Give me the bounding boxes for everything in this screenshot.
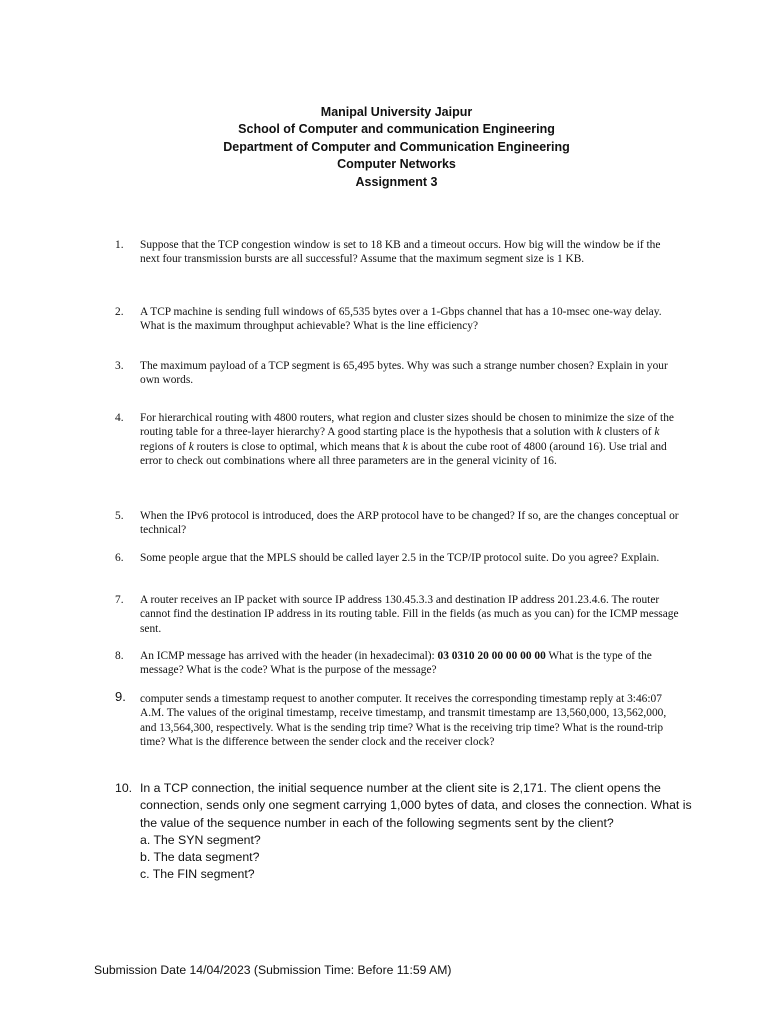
question-9 <box>115 689 680 750</box>
document-header <box>0 104 768 191</box>
question-number: 10. <box>115 781 133 795</box>
question-text: Some people argue that the MPLS should be called layer 2.5 in the TCP/IP protocol suite. Do you agree? Explain. <box>140 552 660 564</box>
question-text: For hierarchical routing with 4800 routers, what region and cluster sizes should be chosen to minimize the size of the routing table for a three-layer hierarchy? A good starting place is the hypothesis that a solution with k clusters of k regions of k routers is close to optimal, which means that k is about the cube root of 4800 (around 16). Use trial and error to check out combinations where all three parameters are in the general vicinity of 16. <box>140 412 674 468</box>
question-number: 9. <box>115 689 126 704</box>
question-text: The maximum payload of a TCP segment is 65,495 bytes. Why was such a strange number chosen? Explain in your own words. <box>140 360 668 387</box>
question-text: An ICMP message has arrived with the header (in hexadecimal): 03 0310 20 00 00 00 00 What is the type of the message? What is the code? What is the purpose of the message? <box>140 650 652 677</box>
assignment-title: Assignment 3 <box>355 174 438 189</box>
question-5 <box>115 509 680 538</box>
course-name: Computer Networks <box>337 157 456 172</box>
question-number: 6. <box>115 552 124 564</box>
question-text: When the IPv6 protocol is introduced, does the ARP protocol have to be changed? If so, are the changes conceptual or technical? <box>140 510 679 537</box>
question-3 <box>115 359 680 388</box>
question-1 <box>115 238 680 267</box>
university-name: Manipal University Jaipur <box>320 105 473 119</box>
question-text: Suppose that the TCP congestion window is set to 18 KB and a timeout occurs. How big will the window be if the next four transmission bursts are all successful? Assume that the maximum segment size is 1 KB. <box>140 239 661 266</box>
sub-question-a: a. The SYN segment? <box>140 832 261 847</box>
question-number: 5. <box>115 510 124 522</box>
question-text: computer sends a timestamp request to another computer. It receives the corresponding timestamp reply at 3:46:07 A.M. The values of the original timestamp, receive timestamp, and transmit timestamp are 13,560,000, 13,562,000, and 13,564,300, respectively. What is the sending trip time? What is the receiving trip time? What is the round-trip time? What is the difference between the sender clock and the receiver clock? <box>140 693 667 749</box>
department-name: Department of Computer and Communication Engineering <box>223 139 570 154</box>
question-number: 8. <box>115 650 124 662</box>
question-7 <box>115 593 680 636</box>
question-number: 7. <box>115 594 124 606</box>
question-number: 3. <box>115 360 124 372</box>
question-2 <box>115 305 680 334</box>
hex-header: 03 0310 20 00 00 00 00 <box>437 650 546 662</box>
question-number: 1. <box>115 239 124 251</box>
question-8 <box>115 649 680 678</box>
question-number: 2. <box>115 306 124 318</box>
submission-date: Submission Date 14/04/2023 (Submission Time: Before 11:59 AM) <box>94 963 452 977</box>
question-10 <box>115 780 695 884</box>
question-6 <box>115 551 680 565</box>
sub-question-b: b. The data segment? <box>140 850 260 865</box>
question-text: A TCP machine is sending full windows of 65,535 bytes over a 1-Gbps channel that has a 10-msec one-way delay. What is the maximum throughput achievable? What is the line efficiency? <box>140 306 662 333</box>
sub-question-c: c. The FIN segment? <box>140 867 255 882</box>
question-4 <box>115 411 680 469</box>
question-text: In a TCP connection, the initial sequence number at the client site is 2,171. The client opens the connection, sends only one segment carrying 1,000 bytes of data, and closes the connection. What is the value of the sequence number in each of the following segments sent by the client? a. The SYN segment? b. The data segment? c. The FIN segment? <box>140 781 692 882</box>
question-text: A router receives an IP packet with source IP address 130.45.3.3 and destination IP address 201.23.4.6. The router cannot find the destination IP address in its routing table. Fill in the fields (as much as you can) for the ICMP message sent. <box>140 594 679 635</box>
question-number: 4. <box>115 412 124 424</box>
school-name: School of Computer and communication Engineering <box>238 122 555 137</box>
